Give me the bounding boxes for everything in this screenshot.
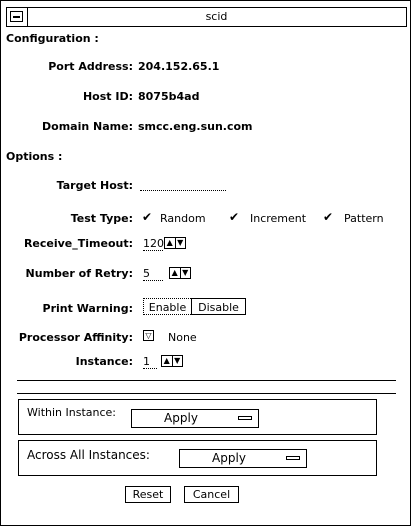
reset-button[interactable]: Reset	[125, 486, 171, 503]
menu-button-icon	[286, 456, 300, 460]
target-host-label: Target Host:	[56, 179, 133, 192]
options-heading: Options :	[6, 150, 63, 163]
spin-up-icon[interactable]: ▲	[166, 238, 173, 247]
port-address-value: 204.152.65.1	[138, 60, 220, 73]
window-menu-button[interactable]	[10, 11, 23, 22]
across-apply-label: Apply	[212, 451, 246, 465]
spin-up-icon[interactable]: ▲	[163, 356, 170, 365]
random-label: Random	[160, 212, 206, 225]
separator	[17, 380, 396, 381]
host-id-label: Host ID:	[82, 90, 133, 103]
test-type-label: Test Type:	[70, 212, 133, 225]
random-checkbox[interactable]: ✔	[142, 210, 153, 224]
cancel-button[interactable]: Cancel	[184, 486, 239, 503]
increment-label: Increment	[250, 212, 307, 225]
receive-timeout-label: Receive_Timeout:	[23, 237, 133, 250]
increment-checkbox[interactable]: ✔	[229, 210, 240, 224]
processor-affinity-label: Processor Affinity:	[18, 331, 133, 344]
receive-timeout-input[interactable]: 120	[143, 237, 164, 250]
domain-name-value: smcc.eng.sun.com	[138, 120, 253, 133]
receive-timeout-spinner[interactable]	[164, 237, 186, 249]
within-apply-label: Apply	[164, 411, 198, 425]
separator	[17, 393, 396, 394]
across-instances-apply-button[interactable]	[179, 449, 307, 468]
spin-up-icon[interactable]: ▲	[171, 268, 178, 277]
instance-spinner[interactable]	[161, 355, 183, 367]
processor-affinity-menu-icon[interactable]: ▽	[143, 330, 154, 341]
across-instances-label: Across All Instances:	[27, 448, 150, 462]
spin-down-icon[interactable]: ▼	[180, 268, 191, 278]
print-warning-enable-option[interactable]: Enable	[143, 298, 191, 315]
across-instances-group	[18, 440, 377, 476]
target-host-input[interactable]	[140, 177, 226, 191]
pattern-checkbox[interactable]: ✔	[323, 210, 334, 224]
configuration-heading: Configuration :	[6, 32, 99, 45]
pattern-label: Pattern	[344, 212, 384, 225]
port-address-label: Port Address:	[48, 60, 133, 73]
spin-down-icon[interactable]: ▼	[175, 238, 186, 248]
instance-input[interactable]: 1	[143, 355, 157, 369]
print-warning-disable-option[interactable]: Disable	[191, 298, 246, 315]
print-warning-label: Print Warning:	[42, 302, 133, 315]
within-instance-apply-button[interactable]	[131, 409, 259, 428]
window-title: scid	[205, 10, 228, 23]
within-instance-group	[18, 399, 377, 435]
retry-label: Number of Retry:	[25, 267, 133, 280]
retry-input[interactable]: 5	[143, 267, 163, 281]
spin-down-icon[interactable]: ▼	[172, 356, 183, 366]
title-bar[interactable]	[6, 7, 407, 27]
processor-affinity-value: None	[168, 331, 197, 344]
retry-spinner[interactable]	[169, 267, 191, 279]
domain-name-label: Domain Name:	[42, 120, 133, 133]
instance-label: Instance:	[75, 355, 133, 368]
within-instance-label: Within Instance:	[27, 406, 116, 419]
menu-button-icon	[238, 416, 252, 420]
host-id-value: 8075b4ad	[138, 90, 200, 103]
